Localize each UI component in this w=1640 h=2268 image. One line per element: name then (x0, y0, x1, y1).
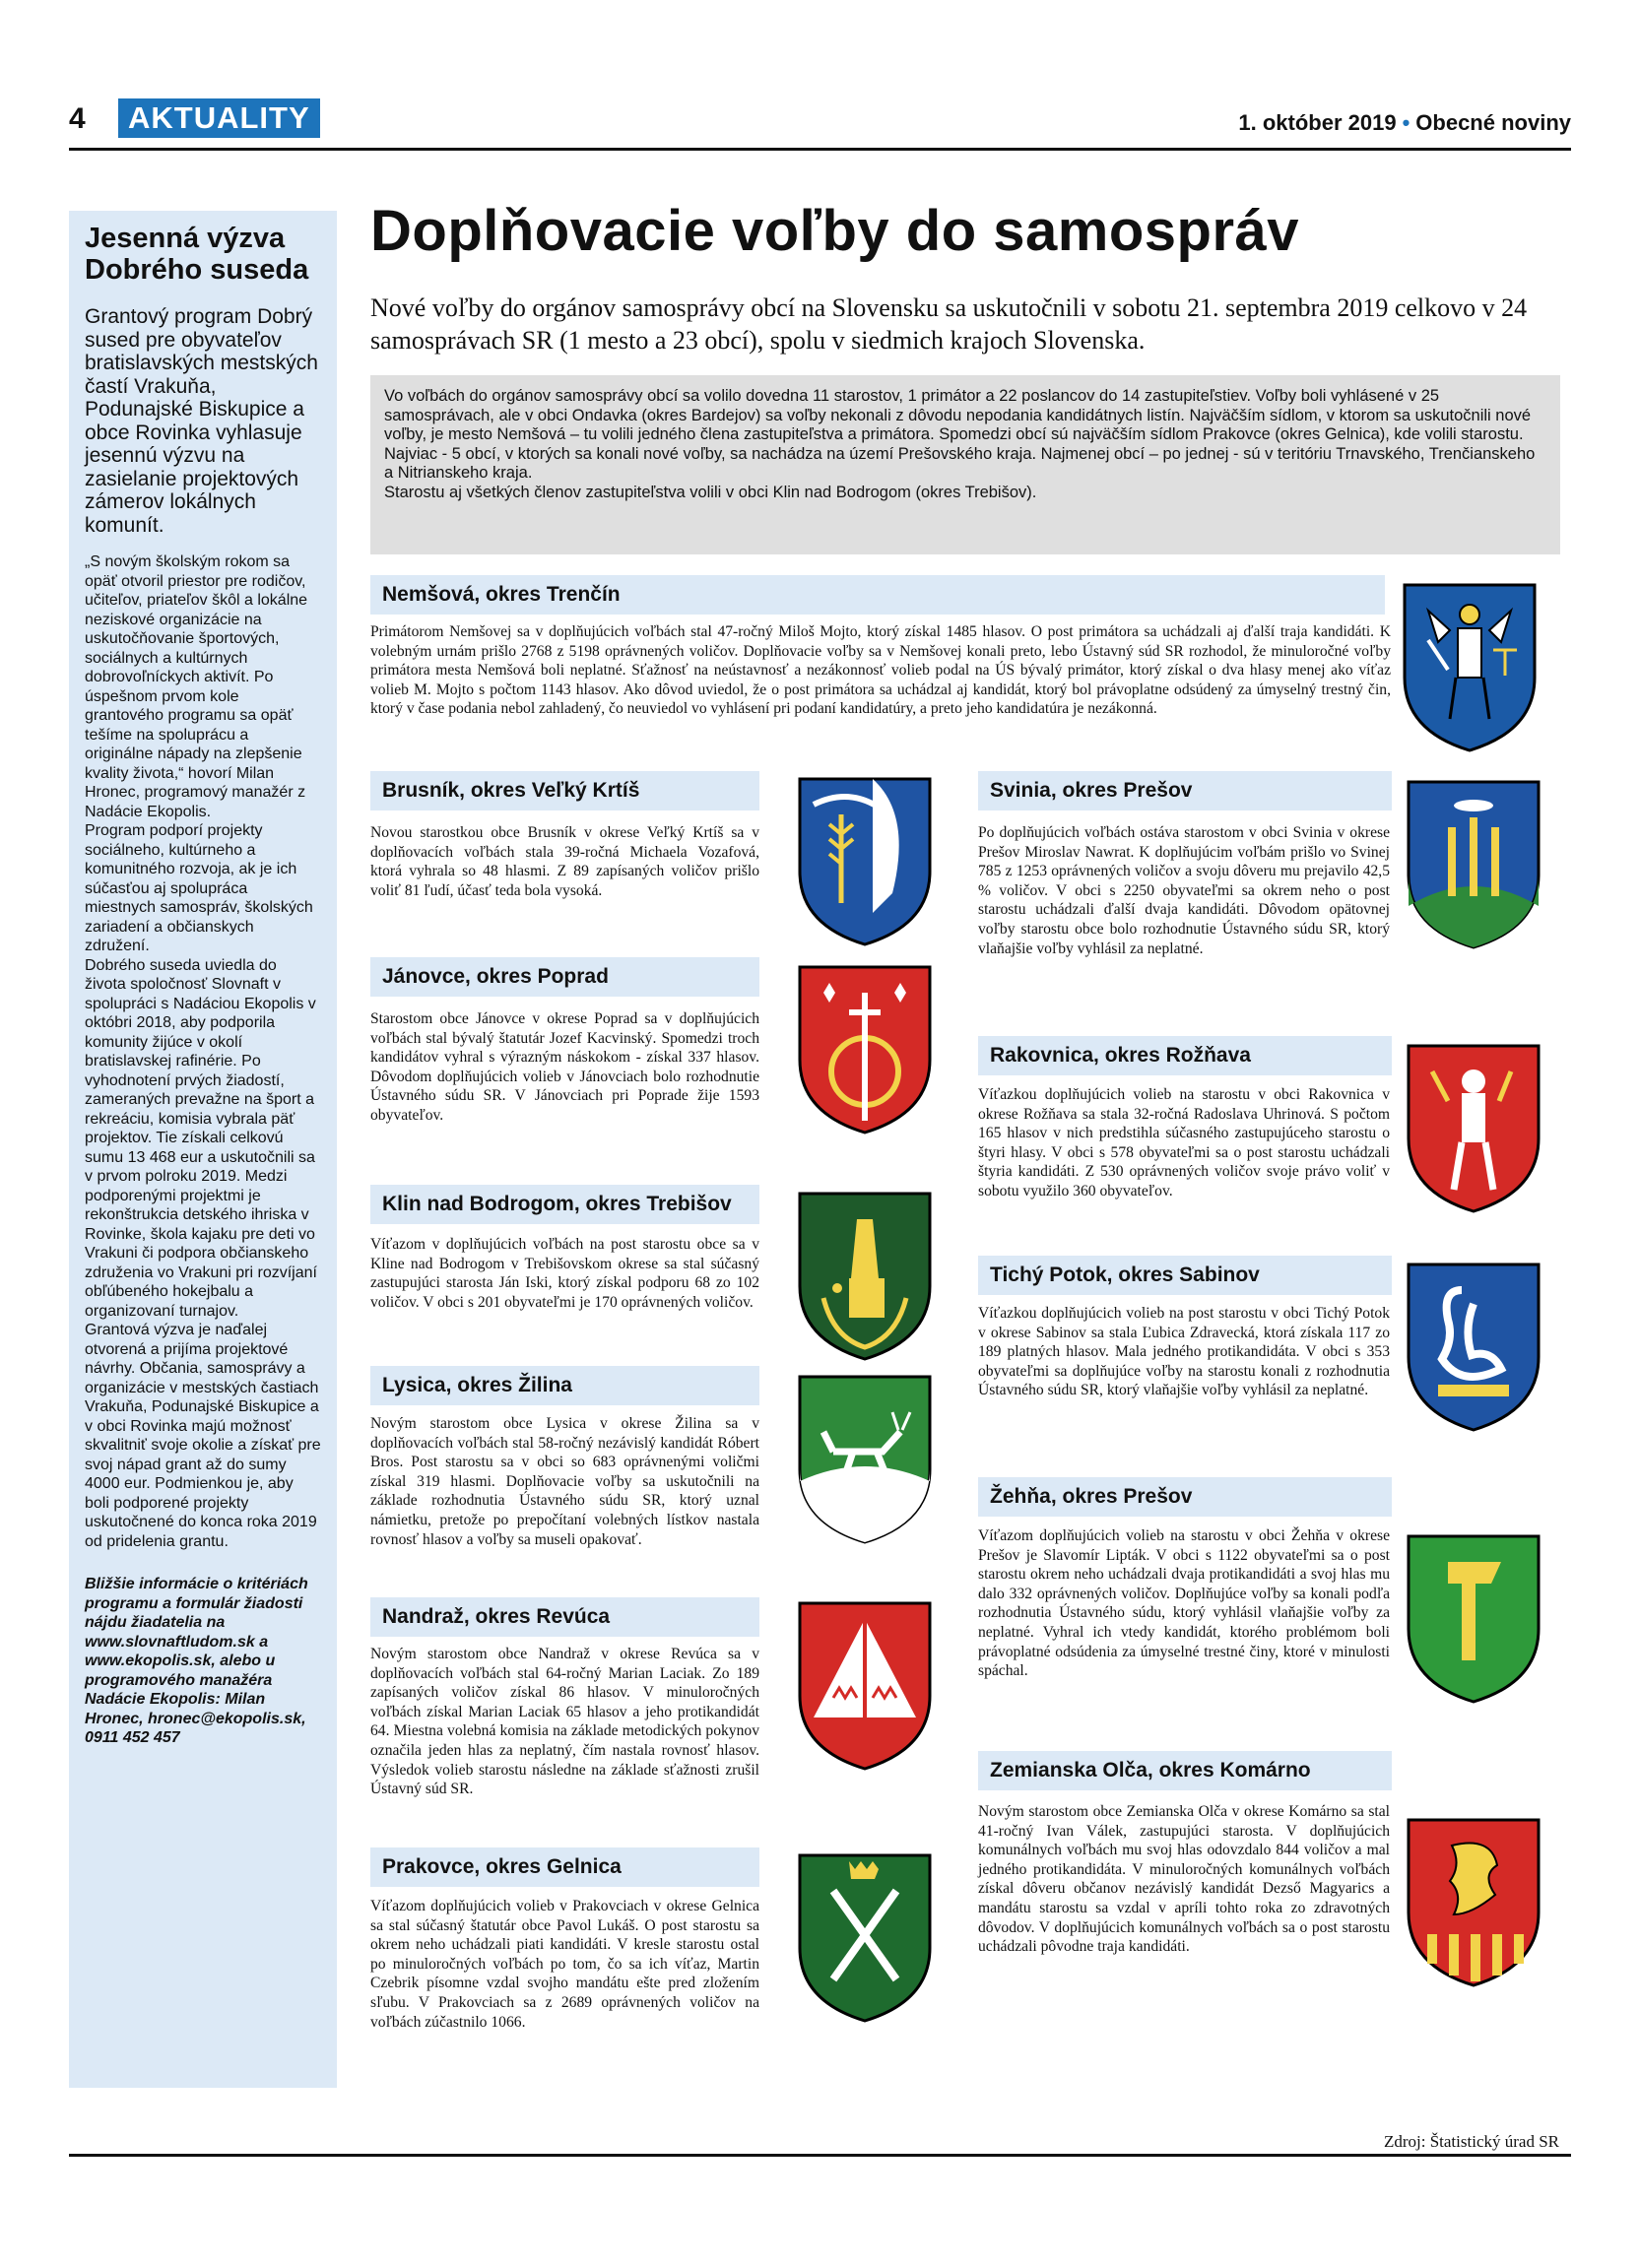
town-text-klin: Víťazom v doplňujúcich voľbách na post starostu obce sa v Kline nad Bodrogom v Trebišovskom okrese sa stal súčasný zastupujúci starosta Ján Iski, ktorý získal podporu 68 zo 102 voličov. V obci s 201 obyvateľmi je 170 oprávnených voličov. (370, 1236, 759, 1311)
coat-of-arms-nemsova (1399, 581, 1541, 753)
town-heading-prakovce: Prakovce, okres Gelnica (370, 1847, 759, 1887)
coat-of-arms-rakovnica (1403, 1042, 1544, 1214)
town-heading-tichy-potok: Tichý Potok, okres Sabinov (978, 1256, 1392, 1295)
article-lead: Nové voľby do orgánov samosprávy obcí na Slovensku sa uskutočnili v sobotu 21. septembra 2019 celkovo v 24 samosprávach SR (1 mesto a 23 obcí), spolu v siedmich krajoch Slovenska. (370, 293, 1528, 355)
town-text-prakovce: Víťazom doplňujúcich volieb v Prakovciach v okrese Gelnica sa stal súčasný štatutár obce Pavol Lukáš. O post starostu sa okrem neho uchádzali piati kandidáti. V kresle starostu ostal po minuloročných voľbách po tom, čo sa ich víťaz, Martin Czebrik písomne vzdal svojho mandátu ešte pred zložením sľubu. V Prakovciach sa z 2689 oprávnených voličov na voľbách zúčastnilo 1066. (370, 1898, 759, 2031)
town-text-svinia: Po doplňujúcich voľbách ostáva starostom v obci Svinia v okrese Prešov Miroslav Nawrat. K doplňujúcim voľbám prišlo vo Svinej 785 z 1253 oprávnených voličov a svoju dôveru mu prejavilo 42,5 % voličov. V obci s 2250 obyvateľmi sa okrem neho o post starostu uchádzali ďalší dvaja kandidáti. Dôvodom opätovnej voľby starostu obce bolo rozhodnutie Ústavného súdu SR, ktorý vlaňajšie voľby vyhlásil za neplatné. (978, 824, 1390, 957)
town-heading-svinia: Svinia, okres Prešov (978, 771, 1392, 810)
town-heading-nemsova: Nemšová, okres Trenčín (370, 575, 1385, 615)
town-text-zemianska-olca: Novým starostom obce Zemianska Olča v okrese Komárno sa stal 41-ročný Ivan Válek, zastupujúci starosta. V doplňujúcich komunálnych voľbách mu svoj hlas odovzdalo 844 voličov a mal jedného protikandidáta. V minuloročných komunálnych voľbách získal dôveru občanov nezávislý kandidát Dezső Magyarics a mandátu starostu sa vzdal v apríli tohto roka zo zdravotných dôvodov. V doplňujúcich komunálnych voľbách sa o post starostu uchádzali pôvodne traja kandidáti. (978, 1803, 1390, 1956)
issue-date: 1. október 2019 (1238, 110, 1397, 135)
sidebar-body: „S novým školským rokom sa opäť otvoril priestor pre rodičov, učiteľov, priateľov škôl a lokálne neziskové organizácie na uskutočňovanie športových, sociálnych a kultúrnych dobrovoľníckych aktivít. Po úspešnom prvom kole grantového programu sa opäť tešíme na spoluprácu a originálne nápady na zlepšenie kvality života,“ hovorí Milan Hronec, programový manažér z Nadácie Ekopolis. Program podporí projekty sociálneho, kultúrneho a komunitného rozvoja, ak je ich súčasťou aj spolupráca miestnych samospráv, školských zariadení a občianskych združení. Dobrého suseda uviedla do života spoločnosť Slovnaft v spolupráci s Nadáciou Ekopolis v októbri 2018, aby podporila komunity žijúce v okolí bratislavskej rafinérie. Po vyhodnotení prvých žiadostí, zameraných prevažne na šport a rekreáciu, komisia vybrala päť projektov. Tie získali celkovú sumu 13 468 eur a uskutočnili sa v prvom polroku 2019. Medzi podporenými projektmi je rekonštrukcia detského ihriska v Rovinke, škola kajaku pre deti vo Vrakuni či podpora občianskeho združenia vo Vrakuni pri rozvíjaní obľúbeného hokejbalu a organizovaní turnajov. Grantová výzva je naďalej otvorená a prijíma projektové návrhy. Občania, samosprávy a organizácie v mestských častiach Vrakuňa, Podunajské Biskupice a v obci Rovinka majú možnosť skvalitniť svoje okolie a získať pre svoj nápad grant až do sumy 4000 eur. Podmienkou je, aby boli podporené projekty uskutočnené do konca roka 2019 od pridelenia grantu. (85, 553, 321, 1550)
coat-of-arms-brusnik (794, 775, 936, 947)
source-note: Zdroj: Štatistický úrad SR (1383, 2132, 1559, 2151)
section-label: AKTUALITY (118, 98, 320, 138)
summary-box: Vo voľbách do orgánov samosprávy obcí sa volilo dovedna 11 starostov, 1 primátor a 22 poslancov do 14 zastupiteľstiev. Voľby boli vyhlásené v 25 samosprávach, ale v obci Ondavka (okres Bardejov) sa voľby nekonali z dôvodu nepodania kandidátnych listín. Najväčším sídlom, v ktorom sa uskutočnili nové voľby, je mesto Nemšová – tu volili jedného člena zastupiteľstva a primátora. Spomedzi obcí sú najväčším sídlom Prakovce (okres Gelnica), kde volili starostu. Najviac - 5 obcí, v ktorých sa konali nové voľby, sa nachádza na území Prešovského kraja. Najmenej obcí – po jednej - sú v teritóriu Trnavského, Trenčianskeho a Nitrianskeho kraja. Starostu aj všetkých členov zastupiteľstva volili v obci Klin nad Bodrogom (okres Trebišov). (370, 375, 1560, 554)
town-text-brusnik: Novou starostkou obce Brusník v okrese Veľký Krtíš sa v doplňovacích voľbách stala 39-ročná Michaela Vozafová, ktorá vyhrala so 48 hlasmi. Z 89 zapísaných voličov prišlo voliť 81 ľudí, účasť teda bola vysoká. (370, 824, 759, 899)
coat-of-arms-zehna (1403, 1532, 1544, 1705)
coat-of-arms-tichy-potok (1403, 1261, 1544, 1433)
town-text-rakovnica: Víťazkou doplňujúcich volieb na starostu v obci Rakovnica v okrese Rožňava sa stala 32-ročná Radoslava Uhrinová. S počtom 165 hlasov v nich predstihla súčasného zastupujúceho starostu o štyri hlasy. V obci s 578 obyvateľmi sa o post starostu uchádzali štyria kandidáti. Z 530 oprávnených voličov svoje právo voliť v sobotu využilo 360 obyvateľov. (978, 1086, 1390, 1199)
sidebar-footer: Bližšie informácie o kritériách programu a formulár žiadosti nájdu žiadatelia na www.slovnaftludom.sk a www.ekopolis.sk, alebo u programového manažéra Nadácie Ekopolis: Milan Hronec, hronec@ekopolis.sk, 0911 452 457 (85, 1576, 308, 1746)
town-heading-nandraz: Nandraž, okres Revúca (370, 1597, 759, 1637)
town-heading-zehna: Žehňa, okres Prešov (978, 1477, 1392, 1517)
town-heading-janovce: Jánovce, okres Poprad (370, 957, 759, 997)
sidebar-title: Jesenná výzva Dobrého suseda (85, 223, 309, 286)
page-number: 4 (69, 102, 86, 135)
town-heading-zemianska-olca: Zemianska Olča, okres Komárno (978, 1751, 1392, 1790)
town-heading-lysica: Lysica, okres Žilina (370, 1366, 759, 1405)
town-text-zehna: Víťazom doplňujúcich volieb na starostu v obci Žehňa v okrese Prešov je Slavomír Lipták. V obci s 1122 obyvateľmi sa o post starostu okrem neho uchádzali dvaja protikandidáti a svoj hlas mu dalo 332 oprávnených voličov. Doplňujúce voľby sa konali podľa rozhodnutia Ústavného súdu, ktorý vyhlásil vlaňajšie voľby za neplatné. Vyhral ich vtedy kandidát, ktorého problémom boli právoplatné odsúdenia za úmyselné trestné činy, ktoré v minulosti spáchal. (978, 1527, 1390, 1680)
coat-of-arms-zemianska-olca (1403, 1816, 1544, 1988)
masthead-info (1238, 110, 1571, 136)
paper-name: Obecné noviny (1415, 110, 1571, 135)
top-rule (69, 148, 1571, 151)
town-text-nemsova: Primátorom Nemšovej sa v doplňujúcich voľbách stal 47-ročný Miloš Mojto, ktorý získal 1485 hlasov. O post primátora sa uchádzali aj ďalší traja kandidáti. K volebným urnám prišlo 2768 z 5198 oprávnených voličov. Doplňovacie voľby sa v Nemšovej konali preto, lebo Ústavný súd SR rozhodol, že minuloročné voľby primátora mesta Nemšová boli neplatné. Sťažnosť na neústavnosť a nezákonnosť volieb podal na ÚS bývalý primátor, ktorý získal o dva hlasy menej ako víťaz volieb M. Mojto s počtom 1143 hlasov. Ako dôvod uviedol, že o post primátora sa uchádzal aj kandidát, ktorý bol právoplatne odsúdený za úmyselný trestný čin, ktorý v čase podania nebol zahladený, čo neuviedol vo vyhlásení pri podaní kandidatúry, a preto jeho kandidatúra je nezákonná. (370, 623, 1391, 718)
coat-of-arms-svinia (1403, 778, 1544, 950)
coat-of-arms-prakovce (794, 1851, 936, 2024)
bottom-rule (69, 2154, 1571, 2157)
article-title: Doplňovacie voľby do samospráv (370, 199, 1300, 263)
sidebar-intro: Grantový program Dobrý sused pre obyvateľov bratislavských mestských častí Vrakuňa, Podunajské Biskupice a obce Rovinka vyhlasuje jesennú výzvu na zasielanie projektových zámerov lokálnych komunít. (85, 305, 318, 537)
sidebar-box (69, 211, 337, 2088)
coat-of-arms-janovce (794, 963, 936, 1135)
coat-of-arms-klin (794, 1190, 936, 1362)
coat-of-arms-lysica (794, 1373, 936, 1545)
town-text-tichy-potok: Víťazkou doplňujúcich volieb na post starostu v obci Tichý Potok v okrese Sabinov sa stala Ľubica Zdravecká, ktorá získala 117 zo 189 platných hlasov. Mala jedného protikandidáta. V obci s 353 obyvateľmi sa doplňujúce voľby na starostu konali z rozhodnutia Ústavného súdu SR, ktorý vlaňajšie voľby vyhlásil za neplatné. (978, 1305, 1390, 1399)
town-heading-brusnik: Brusník, okres Veľký Krtíš (370, 771, 759, 810)
separator-dot: • (1402, 110, 1410, 135)
coat-of-arms-nandraz (794, 1599, 936, 1772)
town-heading-klin: Klin nad Bodrogom, okres Trebišov (370, 1185, 759, 1224)
town-heading-rakovnica: Rakovnica, okres Rožňava (978, 1036, 1392, 1075)
town-text-lysica: Novým starostom obce Lysica v okrese Žilina sa v doplňovacích voľbách stal 58-ročný nezávislý kandidát Róbert Bros. Post starostu sa v obci so 683 oprávnenými voličmi získal 319 hlasmi. Doplňovacie voľby sa uskutočnili na základe rozhodnutia Ústavného súdu SR, ktorý uznal námietku, pretože po prepočítaní volebných lístkov nastala rovnosť hlasov a voľby sa museli opakovať. (370, 1415, 759, 1548)
town-text-nandraz: Novým starostom obce Nandraž v okrese Revúca sa v doplňovacích voľbách stal 64-ročný Marian Laciak. Zo 189 zapísaných voličov získal 86 hlasov. V minuloročných voľbách získal Marian Laciak 65 hlasov a jeho protikandidát 64. Miestna volebná komisia na základe metodických pokynov označila jeden hlas za neplatný, čím nastala rovnosť hlasov. Výsledok volieb starostu následne na základe sťažnosti zrušil Ústavný súd SR. (370, 1646, 759, 1798)
town-text-janovce: Starostom obce Jánovce v okrese Poprad sa v doplňujúcich voľbách stal bývalý štatutár Jozef Kacvinský. Spomedzi troch kandidátov vyhral s výrazným náskokom - získal 337 hlasov. Dôvodom doplňujúcich volieb v Jánovciach bolo rozhodnutie Ústavného súdu SR. V Jánovciach pri Poprade žije 1593 obyvateľov. (370, 1010, 759, 1124)
